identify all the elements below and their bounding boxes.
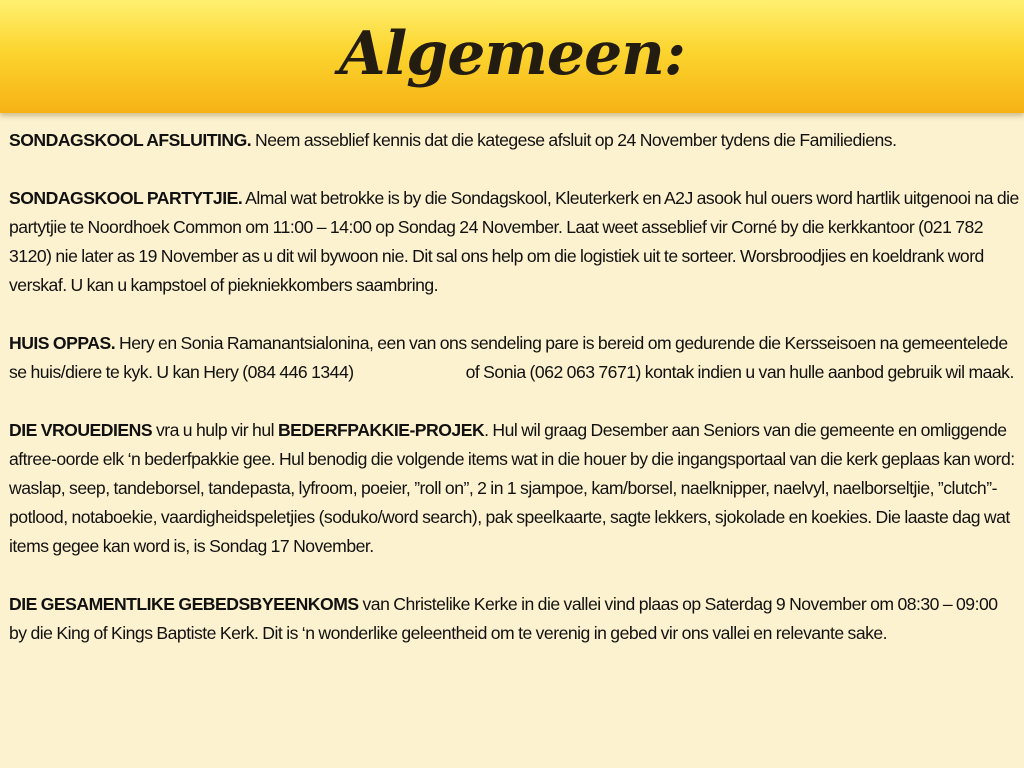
announcement-sondagskool-afsluiting <box>9 126 1019 155</box>
announcement-text: of Sonia (062 063 7671) kontak indien u van hulle aanbod gebruik wil maak. <box>465 362 1014 382</box>
announcement-heading: DIE GESAMENTLIKE GEBEDSBYEENKOMS <box>9 594 359 614</box>
title-banner <box>0 0 1024 113</box>
announcement-heading: HUIS OPPAS. <box>9 333 116 353</box>
announcement-text: Hery en Sonia Ramanantsialonina, een van ons sendeling pare is bereid om gedurende die Kersseisoen na gemeentelede se huis/diere te kyk. U kan Hery (084 446 1344) <box>9 333 1008 382</box>
announcement-text: vra u hulp vir hul <box>152 420 278 440</box>
announcement-text: Neem asseblief kennis dat die kategese afsluit op 24 November tydens die Familiediens. <box>251 130 897 150</box>
announcement-heading: BEDERFPAKKIE-PROJEK <box>277 420 485 440</box>
announcement-sondagskool-partytjie <box>9 184 1019 300</box>
announcement-text: . Hul wil graag Desember aan Seniors van die gemeente en omliggende aftree-oorde elk ‘n bederfpakkie gee. Hul benodig die volgende items wat in die houer by die ingangsportaal van die kerk geplaas kan word: waslap, seep, tandeborsel, tandepasta, lyfroom, poeier, ”roll on”, 2 in 1 sjampoe, kam/borsel, naelknipper, naelvyl, naelborseltjie, ”clutch”-potlood, notaboekie, vaardigheidspeletjies (soduko/word search), pak speelkaarte, sagte lekkers, sjokolade en koekies. Die laaste dag wat items gegee kan word is, is Sondag 17 November. <box>9 420 1015 556</box>
announcement-text: van Christelike Kerke in die vallei vind plaas op Saterdag 9 November om 08:30 – 09:00 by die King of Kings Baptiste Kerk. Dit is ‘n wonderlike geleentheid om te verenig in gebed vir ons vallei en relevante sake. <box>9 594 998 643</box>
announcement-text: Almal wat betrokke is by die Sondagskool, Kleuterkerk en A2J asook hul ouers word hartlik uitgenooi na die partytjie te Noordhoek Common om 11:00 – 14:00 op Sondag 24 November. Laat weet asseblief vir Corné by die kerkkantoor (021 782 3120) nie later as 19 November as u dit wil bywoon nie. Dit sal ons help om die logistiek uit te sorteer. Worsbroodjies en koeldrank word verskaf. U kan u kampstoel of piekniekkombers saambring. <box>9 188 1019 295</box>
announcement-huis-oppas <box>9 329 1019 387</box>
announcement-gebedsbyeenkoms <box>9 590 1019 648</box>
announcement-vrouediens <box>9 416 1019 561</box>
announcement-heading: DIE VROUEDIENS <box>9 420 153 440</box>
page-title: Algemeen: <box>338 19 686 89</box>
announcements <box>9 126 1019 677</box>
announcement-heading: SONDAGSKOOL AFSLUITING. <box>9 130 252 150</box>
announcement-heading: SONDAGSKOOL PARTYTJIE. <box>9 188 243 208</box>
